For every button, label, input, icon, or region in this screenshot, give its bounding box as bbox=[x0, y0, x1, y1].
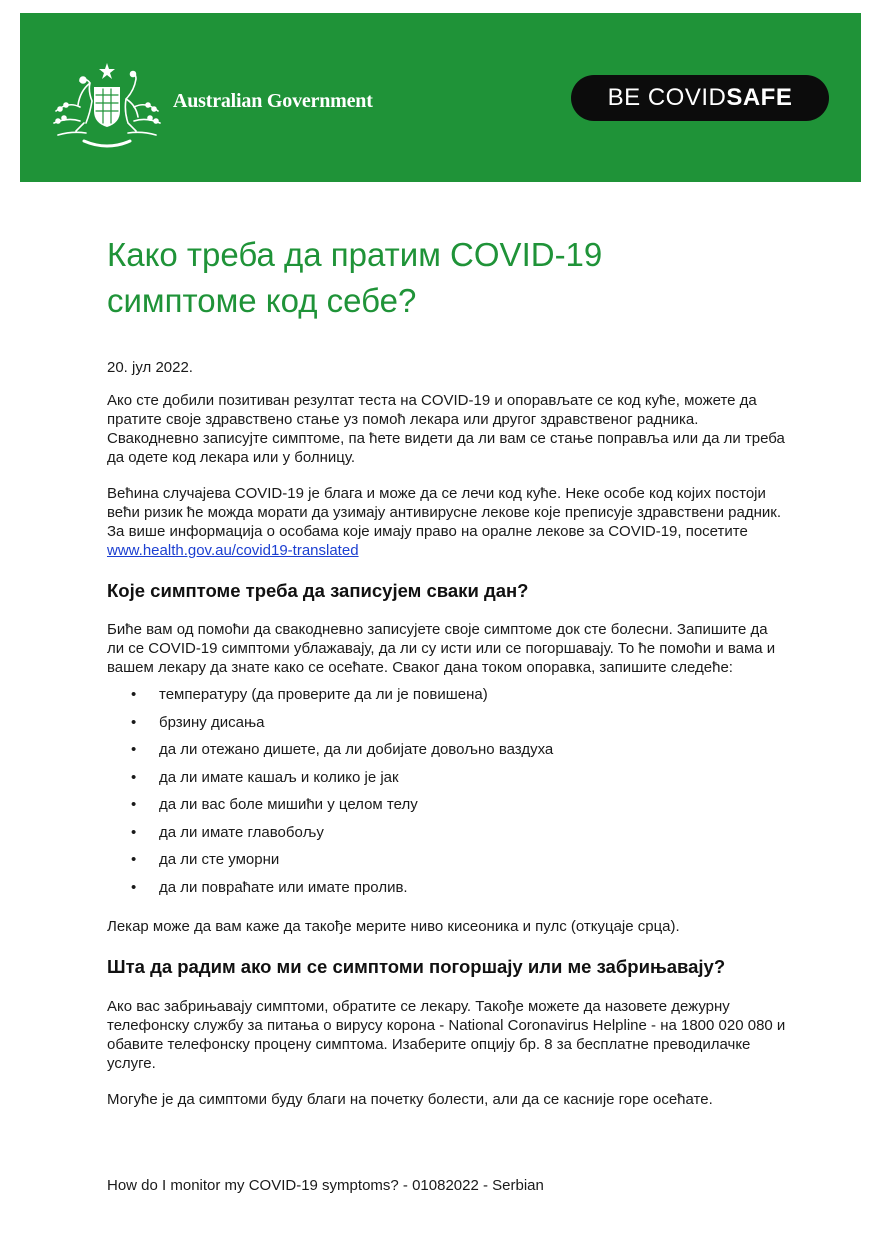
footer-text: How do I monitor my COVID-19 symptoms? - 01082022 - Serbian bbox=[107, 1177, 544, 1194]
severity-text: Већина случајева COVID-19 је блага и може да се лечи код куће. Неке особе код којих постоји већи ризик ће можда морати да узимају антивирусне лекове које преписује здравствени радник. За више информација о особама које имају право на оралне лекове за COVID-19, посетите bbox=[107, 485, 781, 540]
title-line-2: симптоме код себе? bbox=[107, 282, 417, 319]
coat-of-arms-logo bbox=[50, 61, 165, 156]
oxygen-pulse-paragraph: Лекар може да вам каже да такође мерите ниво кисеоника и пулс (откуцаје срца). bbox=[107, 918, 680, 935]
list-item: • да ли имате кашаљ и колико је јак bbox=[107, 768, 787, 796]
mild-start-paragraph: Могуће је да симптоми буду благи на почетку болести, али да се касније горе осећате. bbox=[107, 1091, 713, 1108]
page-title bbox=[107, 232, 787, 324]
covidsafe-suffix: SAFE bbox=[726, 84, 793, 111]
daily-record-paragraph: Биће вам од помоћи да свакодневно записујете своје симптоме док сте болесни. Запишите да ли се COVID-19 симптоми ублажавају, да ли су исти или се погоршавају. То ће помоћи и вама и вашем лекару да знате како се осећате. Сваког дана током опоравка, запишите следеће: bbox=[107, 621, 776, 676]
covidsafe-badge bbox=[571, 75, 829, 121]
section-heading-worsening: Шта да радим ако ми се симптоми погоршају или ме забрињавају? bbox=[107, 956, 726, 977]
section-heading-daily-symptoms: Које симптоме треба да записујем сваки дан? bbox=[107, 580, 529, 601]
intro-paragraph: Ако сте добили позитиван резултат теста на COVID-19 и опорављате се код куће, можете да пратите своје здравствено стање уз помоћ лекара или другог здравственог радника. Свакодневно записујте симптоме, па ћете видети да ли вам се стање поправља или да ли треба да одете код лекара или у болницу. bbox=[107, 392, 785, 466]
list-item: • да ли вас боле мишићи у целом телу bbox=[107, 795, 787, 823]
list-item: • брзину дисања bbox=[107, 713, 787, 741]
list-item: • да ли повраћате или имате пролив. bbox=[107, 878, 787, 906]
list-item: • да ли сте уморни bbox=[107, 850, 787, 878]
health-translated-link[interactable]: www.health.gov.au/covid19-translated bbox=[107, 542, 359, 559]
list-item: • температуру (да проверите да ли је повишена) bbox=[107, 685, 787, 713]
government-name: Australian Government bbox=[173, 90, 373, 112]
document-body bbox=[107, 232, 787, 1109]
title-line-1: Како треба да пратим COVID-19 bbox=[107, 236, 603, 273]
covidsafe-prefix: BE COVID bbox=[607, 84, 727, 111]
list-item: • да ли имате главобољу bbox=[107, 823, 787, 851]
list-item: • да ли отежано дишете, да ли добијате довољно ваздуха bbox=[107, 740, 787, 768]
header-banner bbox=[20, 13, 861, 182]
symptom-list bbox=[107, 685, 787, 905]
severity-paragraph bbox=[107, 484, 787, 560]
publication-date: 20. јул 2022. bbox=[107, 359, 193, 376]
helpline-paragraph: Ако вас забрињавају симптоми, обратите се лекару. Такође можете да назовете дежурну телефонску службу за питања о вирусу корона - National Coronavirus Helpline - на 1800 020 080 и обавите телефонску процену симптома. Изаберите опцију бр. 8 за бесплатне преводилачке услуге. bbox=[107, 998, 786, 1072]
